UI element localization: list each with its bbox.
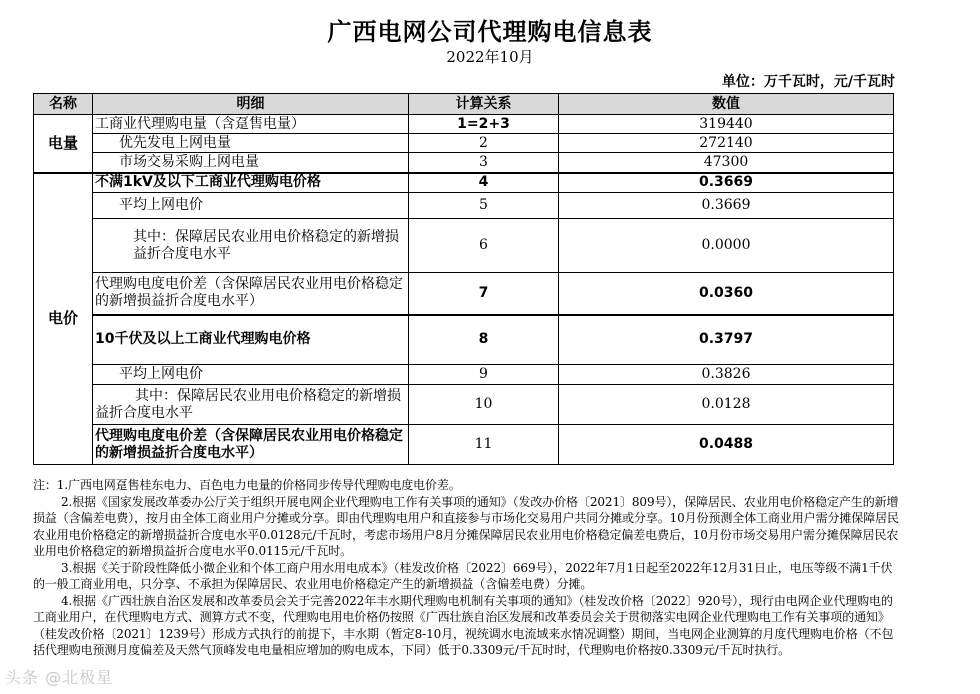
note-1: 注：1.广西电网趸售桂东电力、百色电力电量的价格同步传导代理购电度电价差。 bbox=[33, 478, 461, 492]
row-detail: 平均上网电价 bbox=[93, 193, 409, 219]
row-value: 0.3797 bbox=[559, 315, 894, 365]
row-value: 0.3669 bbox=[559, 173, 894, 193]
row-value: 272140 bbox=[559, 134, 894, 153]
row-calc: 9 bbox=[409, 365, 559, 385]
row-detail: 市场交易采购上网电量 bbox=[93, 153, 409, 173]
row-detail: 代理购电度电价差（含保障居民农业用电价格稳定的新增损益折合度电水平） bbox=[93, 273, 409, 315]
unit-note: 单位：万千瓦时，元/千瓦时 bbox=[721, 74, 895, 90]
row-calc: 7 bbox=[409, 273, 559, 315]
info-table bbox=[33, 93, 894, 465]
table-row bbox=[34, 193, 894, 219]
category-price: 电价 bbox=[34, 173, 93, 465]
row-calc: 5 bbox=[409, 193, 559, 219]
table-row bbox=[34, 425, 894, 465]
row-calc: 1=2+3 bbox=[409, 115, 559, 134]
row-detail: 工商业代理购电量（含趸售电量） bbox=[93, 115, 409, 134]
table-row bbox=[34, 315, 894, 365]
table-header-row bbox=[34, 94, 894, 115]
row-detail: 优先发电上网电量 bbox=[93, 134, 409, 153]
row-detail: 代理购电度电价差（含保障居民农业用电价格稳定的新增损益折合度电水平） bbox=[93, 425, 409, 465]
row-value: 0.3669 bbox=[559, 193, 894, 219]
row-value: 0.0488 bbox=[559, 425, 894, 465]
row-detail: 不满1kV及以下工商业代理购电价格 bbox=[93, 173, 409, 193]
category-quantity: 电量 bbox=[34, 115, 93, 173]
table-row bbox=[34, 273, 894, 315]
table-row bbox=[34, 173, 894, 193]
table-row bbox=[34, 365, 894, 385]
row-detail: 平均上网电价 bbox=[93, 365, 409, 385]
row-value: 0.0000 bbox=[559, 219, 894, 273]
row-detail: 其中：保障居民农业用电价格稳定的新增损益折合度电水平 bbox=[93, 219, 409, 273]
row-value: 0.3826 bbox=[559, 365, 894, 385]
page-title: 广西电网公司代理购电信息表 bbox=[327, 18, 653, 46]
watermark: 头条 @北极星 bbox=[5, 668, 114, 687]
row-calc: 10 bbox=[409, 385, 559, 425]
row-calc: 11 bbox=[409, 425, 559, 465]
footnotes bbox=[33, 477, 901, 659]
header-calc: 计算关系 bbox=[409, 94, 559, 115]
row-detail: 其中：保障居民农业用电价格稳定的新增损益折合度电水平 bbox=[93, 385, 409, 425]
note-3: 3.根据《关于阶段性降低小微企业和个体工商户用水用电成本》（桂发改价格〔2022〕669号），2022年7月1日起至2022年12月31日止，电压等级不满1千伏的一般工商业用电，只分享、不承担为保障居民、农业用电价格稳定产生的新增损益（含偏差电费）分摊。 bbox=[33, 560, 893, 591]
table-row bbox=[34, 115, 894, 134]
period-label: 2022年10月 bbox=[446, 48, 534, 66]
header-name: 名称 bbox=[34, 94, 93, 115]
row-value: 0.0360 bbox=[559, 273, 894, 315]
row-value: 47300 bbox=[559, 153, 894, 173]
row-value: 319440 bbox=[559, 115, 894, 134]
row-calc: 3 bbox=[409, 153, 559, 173]
header-value: 数值 bbox=[559, 94, 894, 115]
table-row bbox=[34, 153, 894, 173]
note-2: 2.根据《国家发展改革委办公厅关于组织开展电网企业代理购电工作有关事项的通知》（发改办价格〔2021〕809号），保障居民、农业用电价格稳定产生的新增损益（含偏差电费），按月由全体工商业用户分摊或分享。即由代理购电用户和直接参与市场化交易用户共同分摊或分享。10月份预测全体工商业用户需分摊保障居民农业用电价格稳定的新增损益折合度电水平0.0128元/千瓦时，考虑市场用户8月分摊保障居民农业用电价格稳定偏差电费后，10月份市场交易用户需分摊保障居民农业用电价格稳定的新增损益折合度电水平0.0115元/千瓦时。 bbox=[33, 494, 899, 558]
note-4: 4.根据《广西壮族自治区发展和改革委员会关于完善2022年丰水期代理购电机制有关事项的通知》（桂发改价格〔2022〕920号），现行由电网企业代理购电的工商业用户，在代理购电方式、测算方式不变，代理购电用电价格仍按照《广西壮族自治区发展和改革委员会关于贯彻落实电网企业代理购电工作有关事项的通知》（桂发改价格〔2021〕1239号）形成方式执行的前提下，丰水期（暂定8-10月，视统调水电流域来水情况调整）期间，当电网企业测算的月度代理购电价格（不包括代理购电预测月度偏差及天然气顶峰发电电量相应增加的购电成本，下同）低于0.3309元/千瓦时时，代理购电价格按0.3309元/千瓦时执行。 bbox=[33, 593, 894, 657]
row-calc: 4 bbox=[409, 173, 559, 193]
header-detail: 明细 bbox=[93, 94, 409, 115]
row-calc: 8 bbox=[409, 315, 559, 365]
table-row bbox=[34, 134, 894, 153]
row-detail: 10千伏及以上工商业代理购电价格 bbox=[93, 315, 409, 365]
row-calc: 6 bbox=[409, 219, 559, 273]
row-calc: 2 bbox=[409, 134, 559, 153]
row-value: 0.0128 bbox=[559, 385, 894, 425]
table-row bbox=[34, 385, 894, 425]
table-row bbox=[34, 219, 894, 273]
